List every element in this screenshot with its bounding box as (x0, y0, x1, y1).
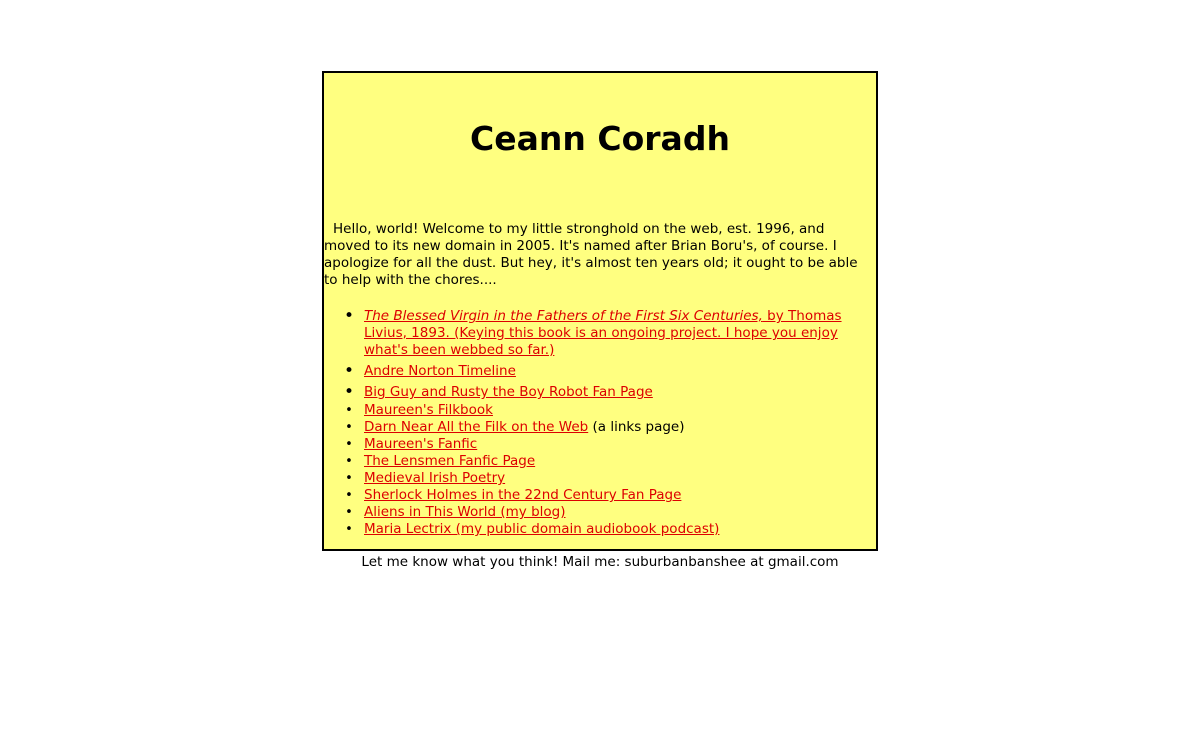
bullet-icon: • (345, 522, 353, 537)
bullet-icon: • (345, 505, 353, 520)
footer-contact: Let me know what you think! Mail me: suburbanbanshee at gmail.com (361, 554, 839, 570)
list-item (345, 504, 876, 521)
list-item (345, 402, 876, 419)
link-lensmen-fanfic[interactable]: The Lensmen Fanfic Page (364, 453, 536, 469)
link-blessed-virgin[interactable] (364, 308, 842, 358)
link-medieval-irish-poetry[interactable]: Medieval Irish Poetry (364, 470, 506, 486)
link-aliens-blog[interactable]: Aliens in This World (my blog) (364, 504, 566, 520)
intro-paragraph: Hello, world! Welcome to my little stronghold on the web, est. 1996, and moved to its new domain in 2005. It's named after Brian Boru's, of course. I apologize for all the dust. But hey, it's almost ten years old; it ought to be able to help with the chores.... (324, 221, 858, 288)
bullet-icon: • (344, 361, 355, 381)
bullet-icon: • (344, 306, 355, 326)
link-big-guy-rusty[interactable]: Big Guy and Rusty the Boy Robot Fan Page (364, 384, 653, 400)
list-item (345, 436, 876, 453)
bullet-icon: • (345, 488, 353, 503)
link-note: (a links page) (588, 419, 685, 435)
link-andre-norton-timeline[interactable]: Andre Norton Timeline (364, 363, 516, 379)
link-darn-near-all-filk[interactable]: Darn Near All the Filk on the Web (364, 419, 589, 435)
list-item (345, 419, 876, 436)
bullet-icon: • (345, 403, 353, 418)
page-title: Ceann Coradh (470, 119, 730, 158)
list-item (344, 382, 876, 402)
bullet-icon: • (345, 437, 353, 452)
link-sherlock-holmes-22nd[interactable]: Sherlock Holmes in the 22nd Century Fan Page (364, 487, 682, 503)
bullet-icon: • (345, 471, 353, 486)
link-rest: by Thomas Livius, 1893. (Keying this book is an ongoing project. I hope you enjoy what's been webbed so far.) (364, 308, 842, 358)
links-list (324, 289, 876, 538)
list-item (345, 521, 876, 538)
bullet-icon: • (345, 454, 353, 469)
bullet-icon: • (344, 382, 355, 402)
list-item (344, 306, 876, 359)
list-item (345, 470, 876, 487)
list-item (345, 487, 876, 504)
link-fanfic[interactable]: Maureen's Fanfic (364, 436, 478, 452)
bullet-icon: • (345, 420, 353, 435)
link-maria-lectrix[interactable]: Maria Lectrix (my public domain audiobook podcast) (364, 521, 720, 537)
book-title: The Blessed Virgin in the Fathers of the First Six Centuries, (364, 308, 763, 324)
list-item (344, 361, 876, 381)
link-filkbook[interactable]: Maureen's Filkbook (364, 402, 493, 418)
list-item (345, 453, 876, 470)
main-content-box (322, 71, 878, 570)
